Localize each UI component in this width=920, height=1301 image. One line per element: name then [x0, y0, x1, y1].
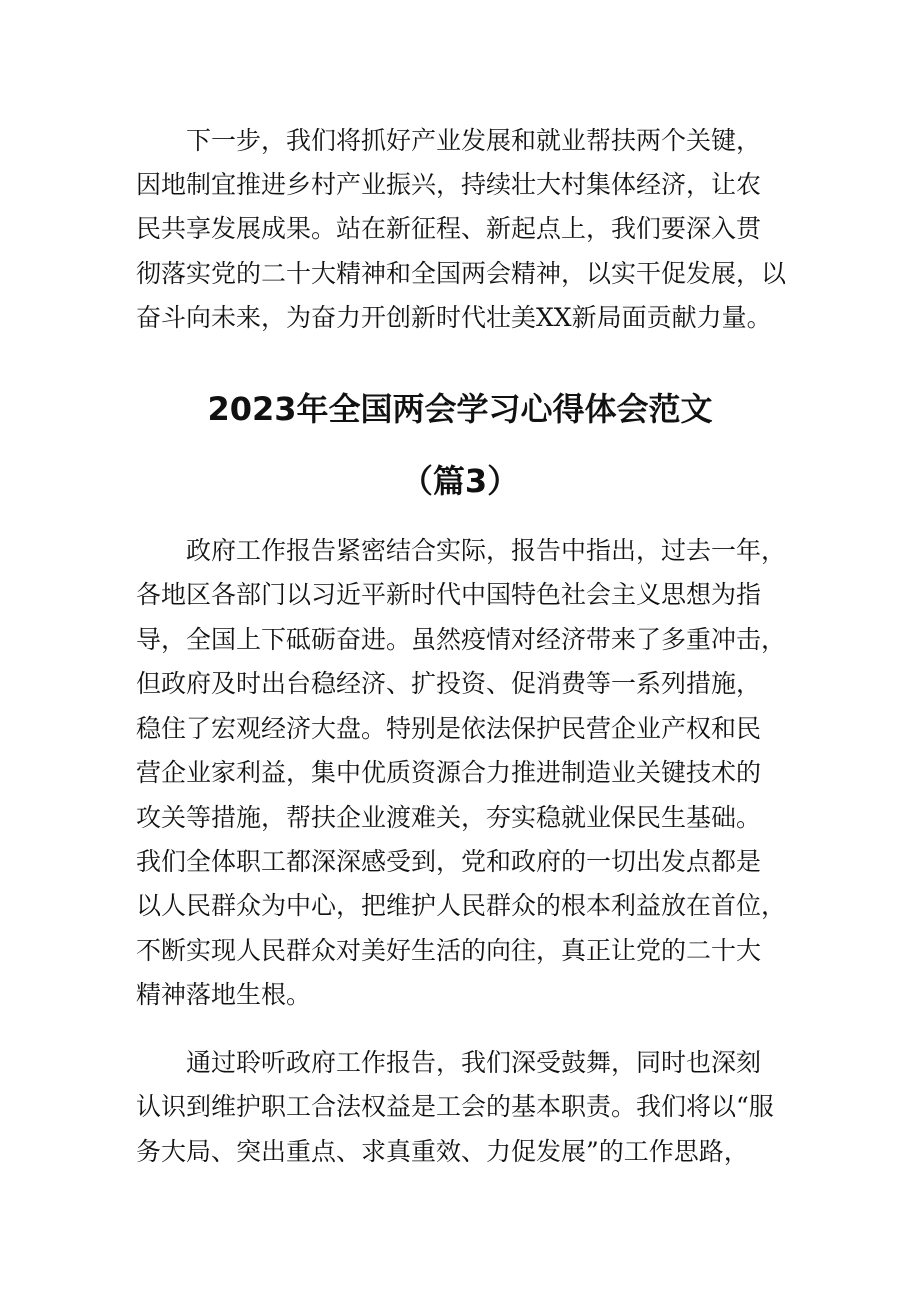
paragraph-3-line-1: 通过聆听政府工作报告，我们深受鼓舞，同时也深刻	[136, 1048, 762, 1077]
paragraph-2-line-6: 营企业家利益，集中优质资源合力推进制造业关键技术的	[136, 758, 762, 787]
paragraph-2-line-7: 攻关等措施，帮扶企业渡难关，夯实稳就业保民生基础。	[136, 803, 762, 832]
paragraph-1-line-1: 下一步，我们将抓好产业发展和就业帮扶两个关键，	[136, 126, 762, 155]
paragraph-1-line-4: 彻落实党的二十大精神和全国两会精神，以实干促发展，以	[136, 259, 787, 288]
section-title: 2023年全国两会学习心得体会范文	[207, 390, 713, 428]
paragraph-3-line-3: 务大局、突出重点、求真重效、力促发展”的工作思路，	[136, 1137, 749, 1166]
paragraph-2-line-9: 以人民群众为中心，把维护人民群众的根本利益放在首位，	[136, 891, 787, 920]
paragraph-2-line-1: 政府工作报告紧密结合实际，报告中指出，过去一年，	[136, 536, 787, 565]
paragraph-2-line-5: 稳住了宏观经济大盘。特别是依法保护民营企业产权和民	[136, 714, 762, 743]
paragraph-2-line-8: 我们全体职工都深深感受到，党和政府的一切出发点都是	[136, 847, 762, 876]
paragraph-1-line-2: 因地制宜推进乡村产业振兴，持续壮大村集体经济，让农	[136, 170, 762, 199]
paragraph-2-line-11: 精神落地生根。	[136, 980, 312, 1009]
paragraph-2-line-2: 各地区各部门以习近平新时代中国特色社会主义思想为指	[136, 580, 762, 609]
paragraph-1-line-3: 民共享发展成果。站在新征程、新起点上，我们要深入贯	[136, 214, 762, 243]
paragraph-2-line-3: 导，全国上下砥砺奋进。虽然疫情对经济带来了多重冲击，	[136, 625, 787, 654]
paragraph-1-line-5: 奋斗向未来，为奋力开创新时代壮美XX新局面贡献力量。	[136, 303, 772, 332]
paragraph-2-line-10: 不断实现人民群众对美好生活的向往，真正让党的二十大	[136, 936, 762, 965]
paragraph-3-line-2: 认识到维护职工合法权益是工会的基本职责。我们将以“服	[136, 1092, 774, 1121]
paragraph-2-line-4: 但政府及时出台稳经济、扩投资、促消费等一系列措施，	[136, 669, 762, 698]
section-subtitle: （篇3）	[400, 462, 520, 500]
